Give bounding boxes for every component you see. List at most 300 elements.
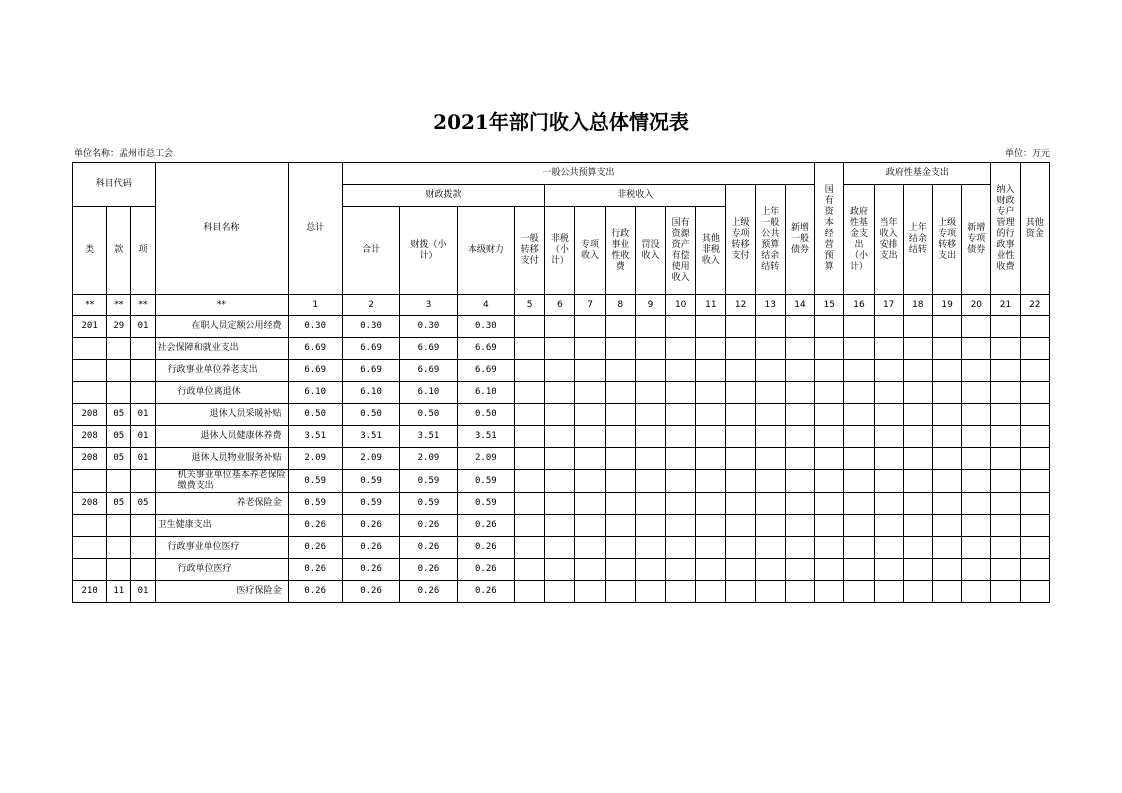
empty-cell [755, 559, 785, 581]
empty-cell [962, 360, 991, 382]
empty-cell [815, 338, 844, 360]
column-number-cell: ** [155, 295, 288, 316]
income-table [72, 162, 1050, 603]
empty-cell [815, 404, 844, 426]
empty-cell [515, 515, 545, 537]
empty-cell [815, 537, 844, 559]
benji-cell: 0.50 [457, 404, 514, 426]
empty-cell [545, 316, 575, 338]
empty-cell [903, 470, 932, 493]
lei-cell: 201 [73, 316, 107, 338]
column-number-cell: ** [107, 295, 131, 316]
empty-cell [844, 515, 874, 537]
empty-cell [696, 581, 726, 603]
benji-cell: 0.30 [457, 316, 514, 338]
subject-name-header: 科目名称 [155, 163, 288, 295]
empty-cell [726, 316, 755, 338]
empty-cell [1020, 581, 1049, 603]
empty-cell [635, 360, 665, 382]
empty-cell [874, 559, 903, 581]
empty-cell [785, 382, 814, 404]
empty-cell [726, 559, 755, 581]
unit-label: 单位：万元 [1004, 149, 1050, 159]
heji-header: 合计 [342, 207, 399, 295]
empty-cell [932, 382, 961, 404]
empty-cell [545, 426, 575, 448]
empty-cell [666, 515, 696, 537]
empty-cell [755, 448, 785, 470]
column-number-cell: 20 [962, 295, 991, 316]
empty-cell [666, 426, 696, 448]
empty-cell [666, 581, 696, 603]
caibo-header: 财拨（小计） [400, 207, 457, 295]
empty-cell [1020, 493, 1049, 515]
empty-cell [545, 537, 575, 559]
empty-cell [962, 470, 991, 493]
empty-cell [844, 470, 874, 493]
empty-cell [903, 316, 932, 338]
kuan-cell: 05 [107, 493, 131, 515]
empty-cell [815, 316, 844, 338]
heji-cell: 0.30 [342, 316, 399, 338]
empty-cell [903, 338, 932, 360]
column-number-cell: 18 [903, 295, 932, 316]
column-number-cell: 8 [605, 295, 635, 316]
empty-cell [962, 426, 991, 448]
empty-cell [666, 360, 696, 382]
heji-cell: 0.26 [342, 515, 399, 537]
subject-name-cell: 退休人员健康休养费 [155, 426, 288, 448]
empty-cell [874, 581, 903, 603]
empty-cell [1020, 559, 1049, 581]
empty-cell [545, 404, 575, 426]
column-number-cell: 1 [288, 295, 342, 316]
empty-cell [666, 448, 696, 470]
benji-cell: 0.26 [457, 581, 514, 603]
empty-cell [903, 581, 932, 603]
empty-cell [515, 316, 545, 338]
empty-cell [575, 448, 605, 470]
empty-cell [755, 581, 785, 603]
heji-cell: 6.10 [342, 382, 399, 404]
empty-cell [635, 470, 665, 493]
empty-cell [605, 493, 635, 515]
empty-cell [755, 537, 785, 559]
empty-cell [903, 515, 932, 537]
empty-cell [932, 470, 961, 493]
heji-cell: 2.09 [342, 448, 399, 470]
empty-cell [755, 360, 785, 382]
kuan-cell: 05 [107, 426, 131, 448]
empty-cell [874, 360, 903, 382]
caibo-cell: 0.26 [400, 515, 457, 537]
empty-cell [515, 581, 545, 603]
empty-cell [991, 382, 1020, 404]
column-number-cell: ** [131, 295, 155, 316]
kuan-cell: 05 [107, 404, 131, 426]
total-cell: 0.26 [288, 559, 342, 581]
empty-cell [844, 493, 874, 515]
total-header: 总计 [288, 163, 342, 295]
empty-cell [785, 537, 814, 559]
benji-header: 本级财力 [457, 207, 514, 295]
empty-cell [755, 493, 785, 515]
new-general-bond-header: 新增一般债券 [785, 185, 814, 295]
empty-cell [785, 515, 814, 537]
fiscal-account-header: 纳入财政专户管理的行政事业性收费 [991, 163, 1020, 295]
empty-cell [605, 559, 635, 581]
general-budget-header: 一般公共预算支出 [342, 163, 814, 185]
kuan-header: 款 [107, 207, 131, 295]
column-number-cell: ** [73, 295, 107, 316]
benji-cell: 3.51 [457, 426, 514, 448]
caibo-cell: 0.26 [400, 537, 457, 559]
table-row [73, 470, 1050, 493]
empty-cell [785, 559, 814, 581]
empty-cell [815, 382, 844, 404]
empty-cell [903, 426, 932, 448]
empty-cell [874, 426, 903, 448]
empty-cell [515, 493, 545, 515]
heji-cell: 0.26 [342, 559, 399, 581]
heji-cell: 0.50 [342, 404, 399, 426]
empty-cell [545, 581, 575, 603]
empty-cell [605, 470, 635, 493]
empty-cell [635, 448, 665, 470]
empty-cell [1020, 426, 1049, 448]
empty-cell [755, 382, 785, 404]
empty-cell [844, 404, 874, 426]
empty-cell [666, 382, 696, 404]
unit-name-label: 单位名称：孟州市总工会 [74, 149, 174, 159]
empty-cell [726, 382, 755, 404]
empty-cell [666, 338, 696, 360]
empty-cell [844, 581, 874, 603]
benji-cell: 0.59 [457, 470, 514, 493]
column-number-cell: 9 [635, 295, 665, 316]
empty-cell [991, 316, 1020, 338]
empty-cell [635, 581, 665, 603]
empty-cell [1020, 537, 1049, 559]
empty-cell [903, 382, 932, 404]
empty-cell [874, 338, 903, 360]
table-row [73, 515, 1050, 537]
table-row [73, 559, 1050, 581]
empty-cell [726, 581, 755, 603]
empty-cell [991, 426, 1020, 448]
empty-cell [666, 537, 696, 559]
empty-cell [575, 559, 605, 581]
empty-cell [785, 426, 814, 448]
table-body [73, 316, 1050, 603]
non-tax-subtotal-header: 非税（小计） [545, 207, 575, 295]
empty-cell [991, 404, 1020, 426]
state-capital-header: 国有资本经营预算 [815, 163, 844, 295]
empty-cell [932, 537, 961, 559]
column-number-row [73, 295, 1050, 316]
caibo-cell: 0.26 [400, 581, 457, 603]
empty-cell [991, 559, 1020, 581]
table-row [73, 493, 1050, 515]
benji-cell: 6.69 [457, 338, 514, 360]
caibo-cell: 3.51 [400, 426, 457, 448]
table-row [73, 426, 1050, 448]
empty-cell [666, 470, 696, 493]
empty-cell [785, 581, 814, 603]
empty-cell [785, 316, 814, 338]
lei-cell [73, 559, 107, 581]
fiscal-allocation-header: 财政拨款 [342, 185, 544, 207]
empty-cell [903, 559, 932, 581]
xiang-cell: 01 [131, 581, 155, 603]
kuan-cell [107, 559, 131, 581]
lei-cell: 208 [73, 448, 107, 470]
empty-cell [696, 515, 726, 537]
empty-cell [874, 493, 903, 515]
empty-cell [962, 316, 991, 338]
total-cell: 0.30 [288, 316, 342, 338]
empty-cell [726, 338, 755, 360]
heji-cell: 0.59 [342, 470, 399, 493]
empty-cell [696, 559, 726, 581]
empty-cell [755, 515, 785, 537]
table-row [73, 316, 1050, 338]
empty-cell [1020, 382, 1049, 404]
column-number-cell: 14 [785, 295, 814, 316]
heji-cell: 3.51 [342, 426, 399, 448]
empty-cell [605, 515, 635, 537]
empty-cell [605, 426, 635, 448]
table-row [73, 448, 1050, 470]
table-row [73, 404, 1050, 426]
lei-cell: 208 [73, 493, 107, 515]
subject-name-cell: 卫生健康支出 [155, 515, 288, 537]
total-cell: 2.09 [288, 448, 342, 470]
xiang-cell [131, 360, 155, 382]
empty-cell [605, 448, 635, 470]
subject-name-cell: 行政单位离退休 [155, 382, 288, 404]
empty-cell [726, 426, 755, 448]
benji-cell: 0.26 [457, 515, 514, 537]
lei-cell [73, 470, 107, 493]
column-number-cell: 3 [400, 295, 457, 316]
empty-cell [903, 448, 932, 470]
table-row [73, 382, 1050, 404]
xiang-cell: 01 [131, 316, 155, 338]
empty-cell [726, 448, 755, 470]
subject-name-cell: 退休人员物业服务补贴 [155, 448, 288, 470]
column-number-cell: 7 [575, 295, 605, 316]
empty-cell [962, 581, 991, 603]
empty-cell [605, 537, 635, 559]
column-number-cell: 5 [515, 295, 545, 316]
empty-cell [785, 404, 814, 426]
xiang-cell: 01 [131, 404, 155, 426]
gov-fund-subtotal-header: 政府性基金支出（小计） [844, 185, 874, 295]
admin-fee-header: 行政事业性收费 [605, 207, 635, 295]
column-number-cell: 22 [1020, 295, 1049, 316]
total-cell: 0.26 [288, 581, 342, 603]
kuan-cell: 11 [107, 581, 131, 603]
empty-cell [605, 382, 635, 404]
column-number-cell: 12 [726, 295, 755, 316]
state-resource-header: 国有资源资产有偿使用收入 [666, 207, 696, 295]
empty-cell [755, 404, 785, 426]
xiang-cell: 01 [131, 448, 155, 470]
empty-cell [755, 426, 785, 448]
empty-cell [575, 382, 605, 404]
empty-cell [874, 448, 903, 470]
xiang-cell [131, 537, 155, 559]
empty-cell [932, 316, 961, 338]
kuan-cell: 05 [107, 448, 131, 470]
empty-cell [932, 559, 961, 581]
table-row [73, 360, 1050, 382]
caibo-cell: 6.69 [400, 360, 457, 382]
empty-cell [575, 404, 605, 426]
non-tax-header: 非税收入 [545, 185, 726, 207]
empty-cell [696, 316, 726, 338]
empty-cell [815, 581, 844, 603]
empty-cell [874, 537, 903, 559]
subject-name-cell: 社会保障和就业支出 [155, 338, 288, 360]
empty-cell [932, 426, 961, 448]
empty-cell [991, 360, 1020, 382]
empty-cell [1020, 448, 1049, 470]
column-number-cell: 4 [457, 295, 514, 316]
column-number-cell: 16 [844, 295, 874, 316]
total-cell: 6.10 [288, 382, 342, 404]
empty-cell [785, 448, 814, 470]
lei-header: 类 [73, 207, 107, 295]
empty-cell [874, 515, 903, 537]
benji-cell: 0.59 [457, 493, 514, 515]
empty-cell [605, 360, 635, 382]
lei-cell: 210 [73, 581, 107, 603]
kuan-cell [107, 537, 131, 559]
empty-cell [666, 404, 696, 426]
column-number-cell: 19 [932, 295, 961, 316]
empty-cell [932, 515, 961, 537]
empty-cell [1020, 316, 1049, 338]
empty-cell [515, 338, 545, 360]
empty-cell [515, 404, 545, 426]
empty-cell [932, 448, 961, 470]
empty-cell [726, 360, 755, 382]
empty-cell [575, 316, 605, 338]
heji-cell: 0.59 [342, 493, 399, 515]
empty-cell [844, 426, 874, 448]
empty-cell [815, 448, 844, 470]
empty-cell [515, 559, 545, 581]
empty-cell [515, 470, 545, 493]
page-title: 2021年部门收入总体情况表 [433, 110, 689, 134]
lei-cell: 208 [73, 426, 107, 448]
fines-header: 罚没收入 [635, 207, 665, 295]
empty-cell [696, 360, 726, 382]
kuan-cell [107, 360, 131, 382]
empty-cell [635, 537, 665, 559]
empty-cell [726, 470, 755, 493]
empty-cell [575, 338, 605, 360]
total-cell: 0.26 [288, 515, 342, 537]
empty-cell [575, 470, 605, 493]
empty-cell [575, 537, 605, 559]
empty-cell [844, 316, 874, 338]
column-number-cell: 10 [666, 295, 696, 316]
benji-cell: 0.26 [457, 537, 514, 559]
empty-cell [1020, 470, 1049, 493]
empty-cell [545, 448, 575, 470]
upper-special-transfer-header: 上级专项转移支付 [726, 185, 755, 295]
empty-cell [696, 338, 726, 360]
empty-cell [815, 426, 844, 448]
empty-cell [666, 316, 696, 338]
empty-cell [635, 316, 665, 338]
empty-cell [726, 537, 755, 559]
total-cell: 0.50 [288, 404, 342, 426]
xiang-cell: 05 [131, 493, 155, 515]
empty-cell [874, 404, 903, 426]
empty-cell [726, 493, 755, 515]
xiang-cell [131, 515, 155, 537]
subject-name-cell: 养老保险金 [155, 493, 288, 515]
empty-cell [844, 382, 874, 404]
caibo-cell: 0.26 [400, 559, 457, 581]
lei-cell [73, 338, 107, 360]
column-number-cell: 13 [755, 295, 785, 316]
empty-cell [575, 426, 605, 448]
empty-cell [605, 316, 635, 338]
empty-cell [785, 470, 814, 493]
column-number-cell: 2 [342, 295, 399, 316]
empty-cell [962, 404, 991, 426]
total-cell: 0.26 [288, 537, 342, 559]
xiang-cell [131, 470, 155, 493]
empty-cell [545, 515, 575, 537]
empty-cell [991, 493, 1020, 515]
total-cell: 0.59 [288, 470, 342, 493]
empty-cell [962, 493, 991, 515]
empty-cell [515, 360, 545, 382]
empty-cell [874, 316, 903, 338]
empty-cell [991, 515, 1020, 537]
empty-cell [1020, 404, 1049, 426]
kuan-cell [107, 382, 131, 404]
empty-cell [844, 338, 874, 360]
empty-cell [545, 470, 575, 493]
empty-cell [726, 515, 755, 537]
empty-cell [785, 360, 814, 382]
empty-cell [515, 537, 545, 559]
lei-cell [73, 537, 107, 559]
empty-cell [932, 581, 961, 603]
empty-cell [545, 559, 575, 581]
subject-name-cell: 行政事业单位医疗 [155, 537, 288, 559]
empty-cell [726, 404, 755, 426]
empty-cell [844, 537, 874, 559]
total-cell: 6.69 [288, 338, 342, 360]
heji-cell: 0.26 [342, 581, 399, 603]
empty-cell [962, 338, 991, 360]
empty-cell [962, 537, 991, 559]
empty-cell [696, 382, 726, 404]
empty-cell [696, 470, 726, 493]
column-number-cell: 11 [696, 295, 726, 316]
subject-name-cell: 退休人员采暖补贴 [155, 404, 288, 426]
column-number-cell: 6 [545, 295, 575, 316]
kuan-cell [107, 338, 131, 360]
